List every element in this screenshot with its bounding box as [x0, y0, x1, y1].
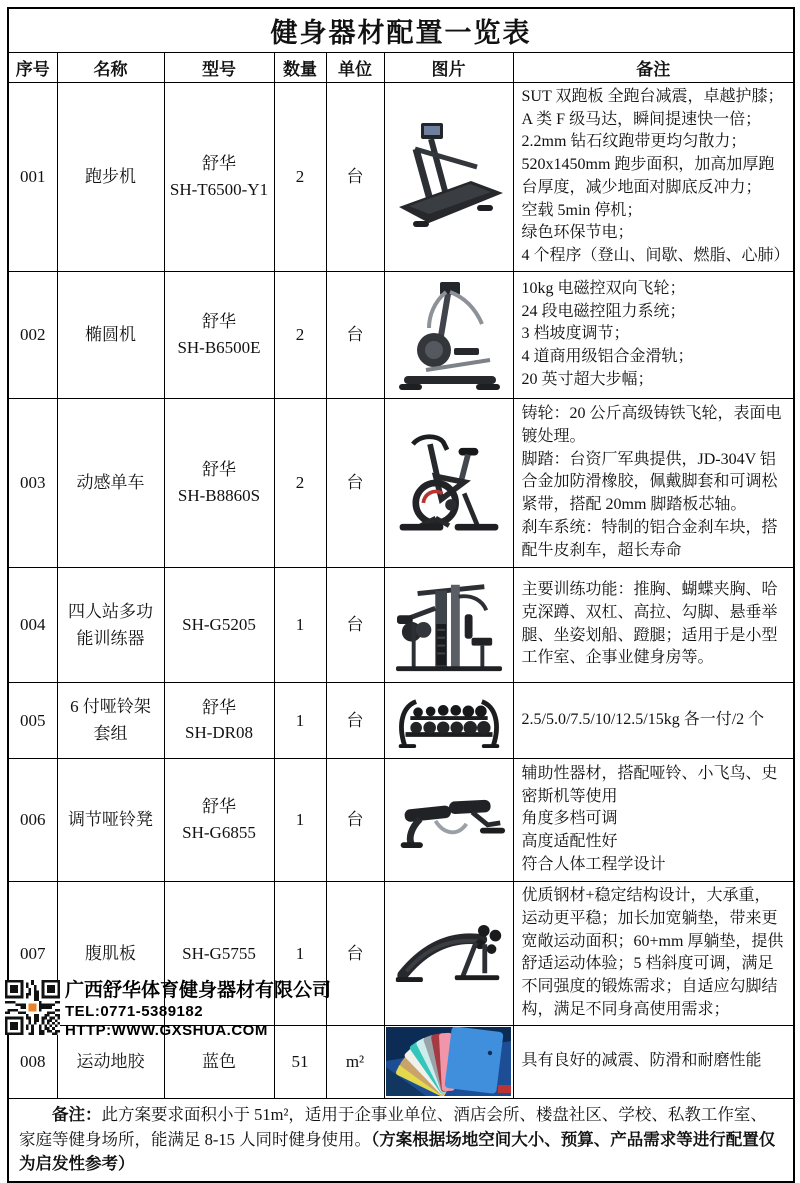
- serial-cell: 005: [8, 682, 57, 758]
- note-line: 脚踏：台资厂军典提供，JD-304V 铝合金加防滑橡胶，佩戴脚套和可调松紧带，搭配 20mm 脚踏板芯轴。: [521, 450, 778, 514]
- model-line: SH-G5205: [182, 615, 256, 634]
- note-line: A 类 F 级马达，瞬间提速快一倍；: [521, 110, 762, 128]
- model-line: SH-G6855: [182, 822, 256, 842]
- note-line: 铸轮：20 公斤高级铸铁飞轮，表面电镀处理。: [521, 405, 782, 445]
- unit-cell: 台: [326, 758, 384, 881]
- serial-cell: 008: [8, 1025, 57, 1098]
- image-cell: [384, 398, 513, 567]
- table-row: [8, 271, 794, 398]
- note-line: 符合人体工程学设计: [521, 855, 666, 873]
- serial-cell: 006: [8, 758, 57, 881]
- company-info: [65, 980, 331, 1040]
- note-line: 20 英寸超大步幅；: [521, 370, 654, 388]
- rubber-flooring-image: [385, 1027, 513, 1096]
- multi-gym-image: [385, 573, 513, 677]
- serial-cell: 003: [8, 398, 57, 567]
- model-line: 舒华: [202, 154, 236, 174]
- model-cell: [164, 758, 274, 881]
- notes-cell: [513, 83, 794, 272]
- quantity-cell: 1: [274, 758, 326, 881]
- model-line: SH-T6500-Y1: [169, 179, 269, 199]
- model-line: SH-G5755: [182, 943, 256, 963]
- footer-text: 此方案要求面积小于 51m²，适用于企事业单位、酒店会所、楼盘社区、学校、私教工作室、家庭等健身场所，能满足 8-15 人同时健身使用。: [19, 1104, 767, 1149]
- note-line: 4 个程序（登山、间歇、燃脂、心肺）: [521, 247, 790, 265]
- model-line: 舒华: [202, 312, 236, 332]
- image-cell: [384, 567, 513, 682]
- name-cell: 动感单车: [57, 398, 164, 567]
- note-line: 主要训练功能：推胸、蝴蝶夹胸、哈克深蹲、双杠、高拉、勾脚、悬垂举腿、坐姿划船、蹬腿；适用于是小型工作室、企事业健身房等。: [521, 581, 778, 667]
- image-cell: [384, 1025, 513, 1098]
- quantity-cell: 1: [274, 567, 326, 682]
- page-title: 健身器材配置一览表: [8, 8, 794, 53]
- name-cell: 椭圆机: [57, 271, 164, 398]
- name-cell: 运动地胶: [57, 1025, 164, 1098]
- notes-cell: [513, 682, 794, 758]
- note-line: 4 道商用级铝合金滑轨；: [521, 348, 694, 366]
- model-cell: [164, 567, 274, 682]
- image-cell: [384, 758, 513, 881]
- model-line: SH-B8860S: [177, 485, 261, 505]
- company-tel: TEL:0771-5389182: [65, 1003, 204, 1020]
- note-line: 520x1450mm 跑步面积，加高加厚跑台厚度，减少地面对脚底反冲力；: [521, 156, 775, 196]
- note-line: 2.5/5.0/7.5/10/12.5/15kg 各一付/2 个: [521, 710, 765, 728]
- model-cell: [164, 271, 274, 398]
- model-cell: [164, 83, 274, 272]
- note-line: 10kg 电磁控双向飞轮；: [521, 279, 686, 297]
- company-url: HTTP:WWW.GXSHUA.COM: [65, 1022, 268, 1039]
- name-cell: 跑步机: [57, 83, 164, 272]
- footer-row: [8, 1098, 794, 1182]
- quantity-cell: 1: [274, 682, 326, 758]
- column-header-4: 单位: [326, 53, 384, 83]
- model-line: 舒华: [202, 697, 236, 717]
- footer-note: [8, 1098, 794, 1182]
- unit-cell: m²: [326, 1025, 384, 1098]
- quantity-cell: 51: [274, 1025, 326, 1098]
- note-line: 24 段电磁控阻力系统；: [521, 302, 686, 320]
- note-line: 2.2mm 钻石纹跑带更均匀散力；: [521, 133, 747, 151]
- title-row: [8, 8, 794, 53]
- unit-cell: 台: [326, 83, 384, 272]
- table-row: [8, 682, 794, 758]
- model-cell: [164, 398, 274, 567]
- serial-cell: 002: [8, 271, 57, 398]
- note-line: 具有良好的减震、防滑和耐磨性能: [521, 1052, 762, 1070]
- quantity-cell: 2: [274, 398, 326, 567]
- company-watermark: [5, 980, 331, 1040]
- note-line: 刹车系统：特制的铝合金刹车块，搭配牛皮刹车，超长寿命: [521, 518, 778, 559]
- quantity-cell: 2: [274, 271, 326, 398]
- name-cell: 腹肌板: [57, 881, 164, 1025]
- column-header-3: 数量: [274, 53, 326, 83]
- note-line: 3 档坡度调节；: [521, 325, 630, 343]
- model-cell: [164, 682, 274, 758]
- elliptical-image: [385, 276, 513, 394]
- unit-cell: 台: [326, 567, 384, 682]
- footer-paragraph: [19, 1103, 783, 1177]
- adjustable-bench-image: [385, 780, 513, 860]
- image-cell: [384, 271, 513, 398]
- column-header-5: 图片: [384, 53, 513, 83]
- spin-bike-image: [385, 427, 513, 539]
- note-line: 辅助性器材，搭配哑铃、小飞鸟、史密斯机等使用: [521, 764, 778, 805]
- notes-cell: [513, 1025, 794, 1098]
- model-line: SH-DR08: [184, 723, 253, 743]
- footer-label: 备注：: [52, 1105, 102, 1124]
- note-line: SUT 双跑板 全跑台减震，卓越护膝；: [521, 88, 784, 105]
- unit-cell: 台: [326, 881, 384, 1025]
- model-line: 舒华: [202, 797, 236, 817]
- notes-cell: [513, 881, 794, 1025]
- dumbbell-rack-image: [385, 689, 513, 751]
- unit-cell: 台: [326, 398, 384, 567]
- name-cell: 6 付哑铃架套组: [57, 682, 164, 758]
- note-line: 优质钢材+稳定结构设计，大承重，运动更平稳；加长加宽躺垫，带来更宽敞运动面积；60+mm 厚躺垫，提供舒适运动体验；5 档斜度可调，满足不同强度的锻炼需求；自适应勾脚结构，满足不同身高使用需求；: [521, 887, 784, 1018]
- table-row: [8, 567, 794, 682]
- note-line: 高度适配性好: [521, 833, 618, 851]
- notes-cell: [513, 398, 794, 567]
- notes-cell: [513, 567, 794, 682]
- column-header-2: 型号: [164, 53, 274, 83]
- model-line: SH-B6500E: [177, 337, 261, 357]
- image-cell: [384, 881, 513, 1025]
- model-line: 舒华: [202, 460, 236, 480]
- table-row: [8, 758, 794, 881]
- serial-cell: 004: [8, 567, 57, 682]
- note-line: 角度多档可调: [521, 810, 618, 828]
- treadmill-image: [385, 115, 513, 239]
- company-name: 广西舒华体育健身器材有限公司: [65, 980, 332, 1001]
- table-row: [8, 83, 794, 272]
- unit-cell: 台: [326, 271, 384, 398]
- image-cell: [384, 83, 513, 272]
- name-cell: 调节哑铃凳: [57, 758, 164, 881]
- notes-cell: [513, 271, 794, 398]
- notes-cell: [513, 758, 794, 881]
- column-header-6: 备注: [513, 53, 794, 83]
- serial-cell: 001: [8, 83, 57, 272]
- note-line: 绿色环保节电；: [521, 224, 634, 242]
- note-line: 空载 5min 停机；: [521, 201, 643, 219]
- model-line: 蓝色: [202, 1052, 236, 1071]
- serial-cell: 007: [8, 881, 57, 1025]
- quantity-cell: 1: [274, 881, 326, 1025]
- footer-bold-tail: （方案根据场地空间大小、预算、产品需求等进行配置仅为启发性参考）: [19, 1130, 776, 1174]
- header-row: [8, 53, 794, 83]
- unit-cell: 台: [326, 682, 384, 758]
- table-row: [8, 398, 794, 567]
- column-header-0: 序号: [8, 53, 57, 83]
- column-header-1: 名称: [57, 53, 164, 83]
- quantity-cell: 2: [274, 83, 326, 272]
- name-cell: 四人站多功能训练器: [57, 567, 164, 682]
- image-cell: [384, 682, 513, 758]
- qr-code-icon: [5, 980, 60, 1040]
- ab-board-image: [385, 913, 513, 993]
